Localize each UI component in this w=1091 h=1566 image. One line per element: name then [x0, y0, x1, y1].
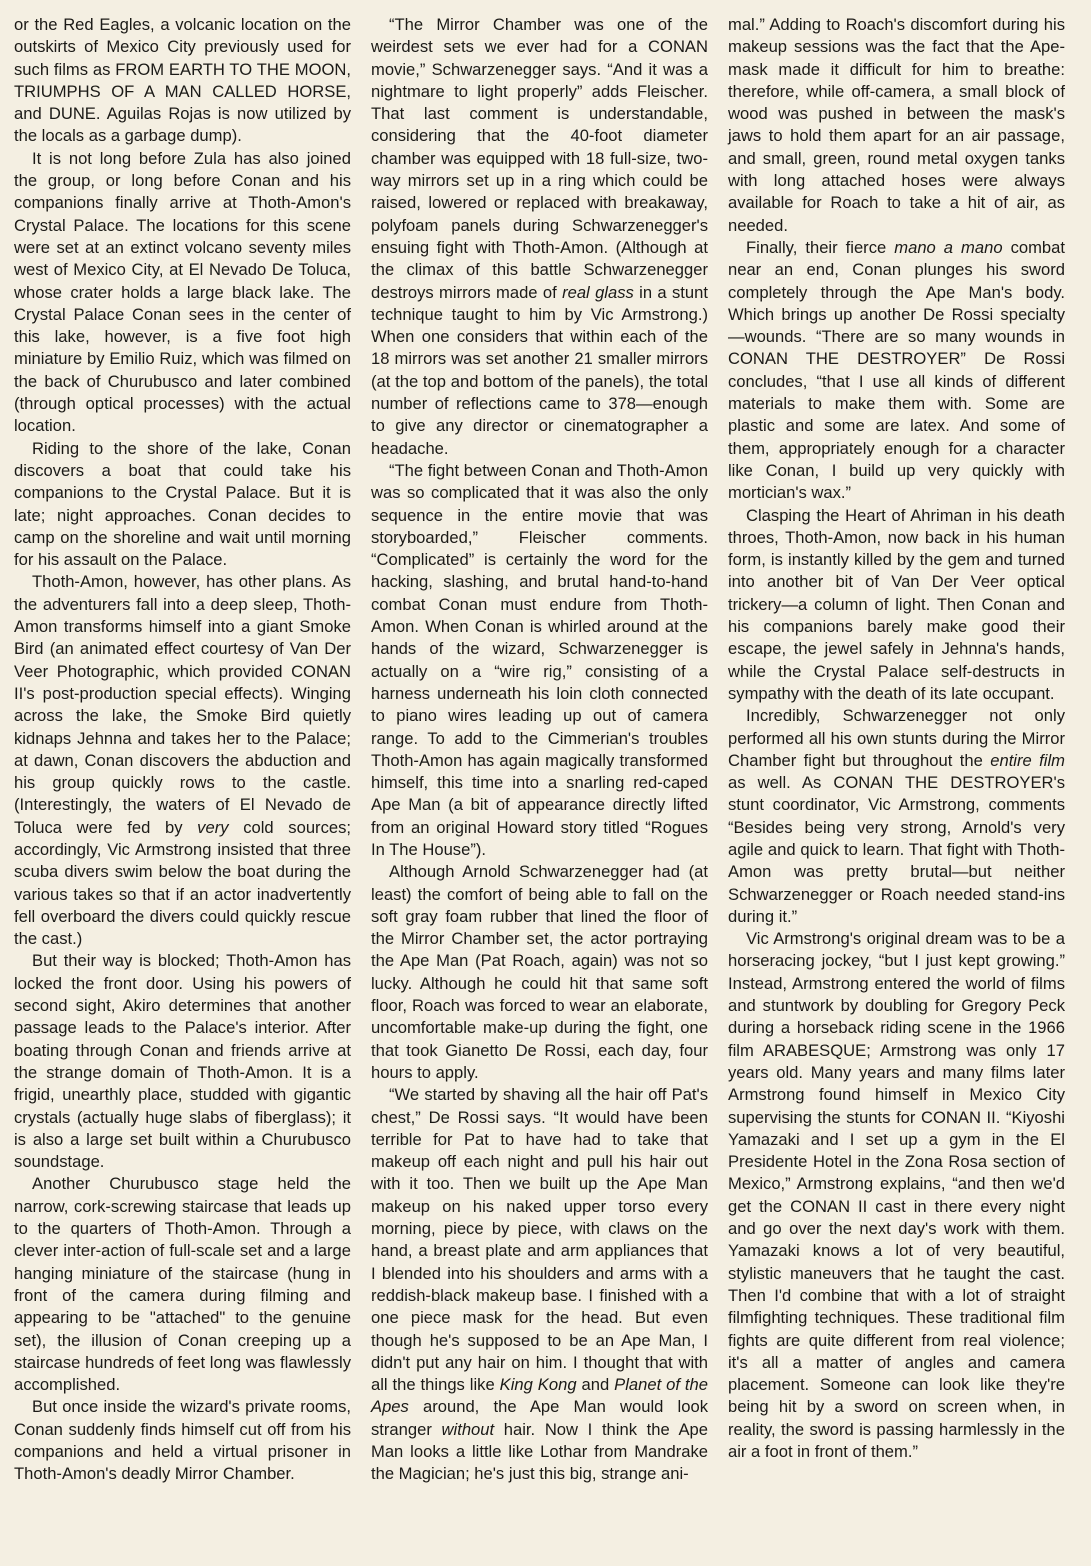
text-run: cold sources; accordingly, Vic Armstrong insisted that three scuba divers swim below the boat during the various takes so that if an actor inadvertently fell overboard the divers could quickly rescue the cast.) [14, 817, 352, 949]
paragraph [371, 460, 708, 861]
paragraph [14, 148, 351, 438]
paragraph [14, 1396, 351, 1485]
text-run: in a stunt technique taught to him by Vic Armstrong.) When one considers that within each of the 18 mirrors was set another 21 smaller mirrors (at the top and bottom of the panels), the total number of reflections came to 378—enough to give any director or cinematographer a headache. [371, 282, 708, 458]
paragraph [371, 861, 708, 1084]
italic-text: King Kong [499, 1375, 577, 1395]
text-run: Although Arnold Schwarzenegger had (at least) the comfort of being able to fall on the soft gray foam rubber that lined the floor of the Mirror Chamber set, the actor portraying the Ape Man (Pat Roach, again) was not so lucky. Although he could hit that same soft floor, Roach was forced to wear an elaborate, uncomfortable make-up during the fight, one that took Gianetto De Rossi, each day, four hours to apply. [371, 862, 708, 1082]
italic-text: very [197, 817, 229, 837]
text-run: Finally, their fierce [746, 237, 895, 257]
italic-text: entire film [990, 750, 1065, 770]
text-run: around, the Ape Man would look stranger [371, 1397, 708, 1439]
text-run: Another Churubusco stage held the narrow, cork-screwing staircase that leads up to the quarters of Thoth-Amon. Through a clever inter-action of full-scale set and a large hanging miniature of the staircase (hung in front of the camera during filming and appearing to be "attached" to the genuine set), the illusion of Conan creeping up a staircase hundreds of feet long was flawlessly accomplished. [14, 1174, 351, 1395]
text-run: Thoth-Amon, however, has other plans. As the adventurers fall into a deep sleep, Thoth-Amon transforms himself into a giant Smoke Bird (an animated effect courtesy of Van Der Veer Photographic, which provided CONAN II's post-production special effects). Winging across the lake, the Smoke Bird quietly kidnaps Jehnna and takes her to the Palace; at dawn, Conan discovers the abduction and his group quickly rows to the castle. (Interestingly, the waters of El Nevado de Toluca were fed by [14, 572, 351, 837]
paragraph [728, 14, 1065, 237]
paragraph [14, 950, 351, 1173]
italic-text: Planet of the Apes [371, 1375, 708, 1417]
text-run: “The Mirror Chamber was one of the weirdest sets we ever had for a CONAN movie,” Schwarzenegger says. “And it was a nightmare to light properly” adds Fleischer. That last comment is understandable, considering that the 40-foot diameter chamber was equipped with 18 full-size, two-way mirrors set up in a ring which could be raised, lowered or replaced with breakaway, polyfoam panels during Schwarzenegger's ensuing fight with Thoth-Amon. (Although at the climax of this battle Schwarzenegger destroys mirrors made of [371, 15, 708, 302]
paragraph [728, 928, 1065, 1463]
text-run: “We started by shaving all the hair off Pat's chest,” De Rossi says. “It would have been terrible for Pat to have had to take that makeup off each night and pull his hair out with it too. Then we built up the Ape Man makeup on his naked upper torso every morning, piece by piece, with claws on the hand, a breast plate and arm appliances that I blended into his shoulders and arms with a reddish-black makeup base. I finished with a one piece mask for the head. But even though he's supposed to be an Ape Man, I didn't put any hair on him. I thought that with all the things like [371, 1085, 708, 1395]
italic-text: without [441, 1419, 495, 1439]
text-run: Vic Armstrong's original dream was to be a horseracing jockey, “but I just kept growing.” Instead, Armstrong entered the world of films and stuntwork by doubling for Gregory Peck during a horseback riding scene in the 1966 film ARABESQUE; Armstrong was only 17 years old. Many years and many films later Armstrong found himself in Mexico City supervising the stunts for CONAN II. “Kiyoshi Yamazaki and I set up a gym in the El Presidente Hotel in the Zona Rosa section of Mexico,” Armstrong explains, “and then we'd get the CONAN II cast in there every night and go over the next day's work with them. Yamazaki knows a lot of very beautiful, stylistic maneuvers that he taught the cast. Then I'd combine that with a lot of straight filmfighting techniques. These traditional film fights are quite different from real violence; it's all a matter of angles and camera placement. Someone can look like they're being hit by a sword on screen when, in reality, the sword is passing harmlessly in the air a foot in front of them.” [728, 929, 1065, 1461]
paragraph [728, 505, 1065, 706]
text-run: But once inside the wizard's private rooms, Conan suddenly finds himself cut off from his companions and held a virtual prisoner in Thoth-Amon's deadly Mirror Chamber. [14, 1397, 351, 1484]
text-run: It is not long before Zula has also joined the group, or long before Conan and his companions finally arrive at Thoth-Amon's Crystal Palace. The locations for this scene were set at an extinct volcano seventy miles west of Mexico City, at El Nevado De Toluca, whose crater holds a large black lake. The Crystal Palace Conan sees in the center of this lake, however, is a five foot high miniature by Emilio Ruiz, which was filmed on the back of Churubusco and later combined (through optical processes) with the actual location. [14, 148, 351, 436]
column-3 [728, 14, 1065, 1566]
paragraph [14, 438, 351, 572]
paragraph [371, 1084, 708, 1485]
text-run: Incredibly, Schwarzenegger not only performed all his own stunts during the Mirror Chamber fight but throughout the [728, 706, 1065, 770]
paragraph [14, 1173, 351, 1396]
text-run: or the Red Eagles, a volcanic location on the outskirts of Mexico City previously used for such films as FROM EARTH TO THE MOON, TRIUMPHS OF A MAN CALLED HORSE, and DUNE. Aguilas Rojas is now utilized by the locals as a garbage dump). [14, 15, 351, 146]
text-run: But their way is blocked; Thoth-Amon has locked the front door. Using his powers of second sight, Akiro determines that another passage leads to the Palace's interior. After boating through Conan and friends arrive at the strange domain of Thoth-Amon. It is a frigid, unearthly place, studded with gigantic crystals (actually huge slabs of fiberglass); it is also a large set built within a Churubusco soundstage. [14, 951, 351, 1172]
paragraph [14, 571, 351, 950]
text-run: as well. As CONAN THE DESTROYER's stunt coordinator, Vic Armstrong, comments “Besides being very strong, Arnold's very agile and quick to learn. That fight with Thoth-Amon was pretty brutal—but neither Schwarzenegger or Roach needed stand-ins during it.” [728, 773, 1065, 926]
column-2 [371, 14, 708, 1566]
text-run: mal.” Adding to Roach's discomfort during his makeup sessions was the fact that the Ape-mask made it difficult for him to breathe: therefore, while off-camera, a small block of wood was pushed in between the mask's jaws to hold them apart for an air passage, and small, green, round metal oxygen tanks with long attached hoses were always available for Roach to take a hit of air, as needed. [728, 15, 1065, 235]
text-run: Clasping the Heart of Ahriman in his death throes, Thoth-Amon, now back in his human form, is instantly killed by the gem and turned into another bit of Van Der Veer optical trickery—a column of light. Then Conan and his companions barely make good their escape, the jewel safely in Jehnna's hands, while the Crystal Palace self-destructs in sympathy with the death of its late occupant. [728, 505, 1065, 703]
text-run: hair. Now I think the Ape Man looks a little like Lothar from Mandrake the Magician; he's just this big, strange ani- [371, 1419, 709, 1484]
paragraph [728, 237, 1065, 505]
paragraph [14, 14, 351, 148]
text-run: Riding to the shore of the lake, Conan discovers a boat that could take his companions to the Crystal Palace. But it is late; night approaches. Conan decides to camp on the shoreline and wait until morning for his assault on the Palace. [14, 438, 351, 570]
text-run: and [576, 1375, 615, 1395]
text-run: “The fight between Conan and Thoth-Amon was so complicated that it was also the only sequence in the entire movie that was storyboarded,” Fleischer comments. “Complicated” is certainly the word for the hacking, slashing, and brutal hand-to-hand combat Conan must endure from Thoth-Amon. When Conan is whirled around at the hands of the wizard, Schwarzenegger is actually on a “wire rig,” consisting of a harness underneath his loin cloth connected to piano wires leading up out of camera range. To add to the Cimmerian's troubles Thoth-Amon has again magically transformed himself, this time into a snarling red-caped Ape Man (a bit of appearance directly lifted from an original Howard story titled “Rogues In The House”). [371, 460, 708, 859]
italic-text: mano a mano [894, 237, 1003, 257]
paragraph [728, 705, 1065, 928]
text-run: combat near an end, Conan plunges his sword completely through the Ape Man's body. Which brings up another De Rossi specialty—wounds. “There are so many wounds in CONAN THE DESTROYER” De Rossi concludes, “that I use all kinds of different materials to make them with. Some are plastic and some are latex. And some of them, appropriately enough for a character like Conan, I build up very quickly with mortician's wax.” [728, 237, 1066, 503]
column-1 [14, 14, 351, 1566]
italic-text: real glass [562, 282, 634, 302]
paragraph [371, 14, 708, 460]
